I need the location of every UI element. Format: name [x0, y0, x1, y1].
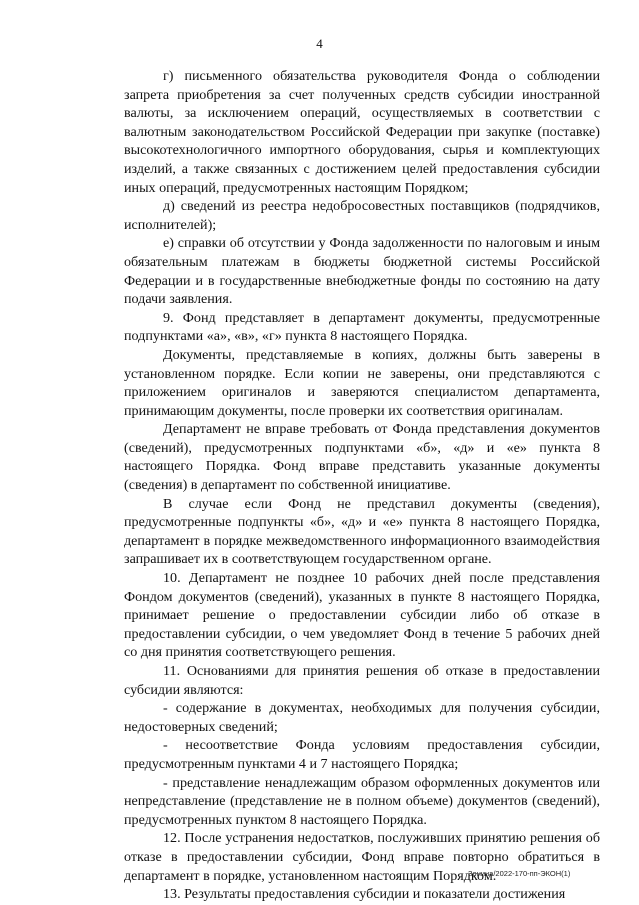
paragraph-item-12: 12. После устранения недостатков, послуживших принятию решения об отказе в предоставлении субсидии, Фонд вправе повторно обратиться в департамент в порядке, установленном настоящим Порядком. — [124, 830, 600, 884]
document-body — [124, 67, 600, 904]
paragraph-subitem-d: д) сведений из реестра недобросовестных поставщиков (подрядчиков, исполнителей); — [124, 198, 600, 233]
paragraph-interagency: В случае если Фонд не представил документы (сведения), предусмотренные подпункты «б», «д» и «е» пункта 8 настоящего Порядка, департамент в порядке межведомственного информационного взаимодействия запрашивает их в соответствующем государственном органе. — [124, 495, 600, 568]
paragraph-subitem-e: е) справки об отсутствии у Фонда задолженности по налоговым и иным обязательным платежам в бюджеты бюджетной системы Российской Федерации и в государственные внебюджетные фонды по состоянию на дату подачи заявления. — [124, 235, 600, 308]
paragraph-copies: Документы, представляемые в копиях, должны быть заверены в установленном порядке. Если копии не заверены, они представляются с приложением оригиналов и заверяются специалистом департамента, принимающим документы, после проверки их соответствия оригиналам. — [124, 346, 600, 419]
page-number: 4 — [316, 36, 323, 51]
paragraph-item-11: 11. Основаниями для принятия решения об отказе в предоставлении субсидии являются: — [124, 663, 600, 698]
paragraph-item-9: 9. Фонд представляет в департамент документы, предусмотренные подпунктами «а», «в», «г» пункта 8 настоящего Порядка. — [124, 309, 600, 345]
list-item-refusal-3: - представление ненадлежащим образом оформленных документов или непредставление (представление не в полном объеме) документов (сведений), предусмотренных пунктом 8 настоящего Порядка. — [124, 774, 600, 828]
list-item-refusal-2: - несоответствие Фонда условиям предоставления субсидии, предусмотренным пунктами 4 и 7 настоящего Порядка; — [124, 737, 600, 772]
paragraph-department-rights: Департамент не вправе требовать от Фонда представления документов (сведений), предусмотренных подпунктами «б», «д» и «е» пункта 8 настоящего Порядка. Фонд вправе представить указанные документы (сведения) в департамент по собственной инициативе. — [124, 421, 600, 494]
paragraph-item-10: 10. Департамент не позднее 10 рабочих дней после представления Фондом документов (сведений), указанных в пункте 8 настоящего Порядка, принимает решение о предоставлении субсидии либо об отказе в предоставлении субсидии, о чем уведомляет Фонд в течение 5 рабочих дней со дня принятия соответствующего решения. — [124, 570, 600, 661]
paragraph-subitem-g: г) письменного обязательства руководителя Фонда о соблюдении запрета приобретения за счет полученных средств субсидии иностранной валюты, за исключением операций, осуществляемых в соответствии с валютным законодательством Российской Федерации при закупке (поставке) высокотехнологичного импортного оборудования, сырья и комплектующих изделий, а также связанных с достижением целей предоставления субсидии иных операций, предусмотренных настоящим Порядком; — [124, 68, 600, 196]
list-item-refusal-1: - содержание в документах, необходимых для получения субсидии, недостоверных сведений; — [124, 700, 600, 735]
document-footer-code: Зенина/2022-170-пп-ЭКОН(1) — [468, 869, 571, 878]
paragraph-item-13: 13. Результаты предоставления субсидии и показатели достижения — [163, 886, 566, 903]
